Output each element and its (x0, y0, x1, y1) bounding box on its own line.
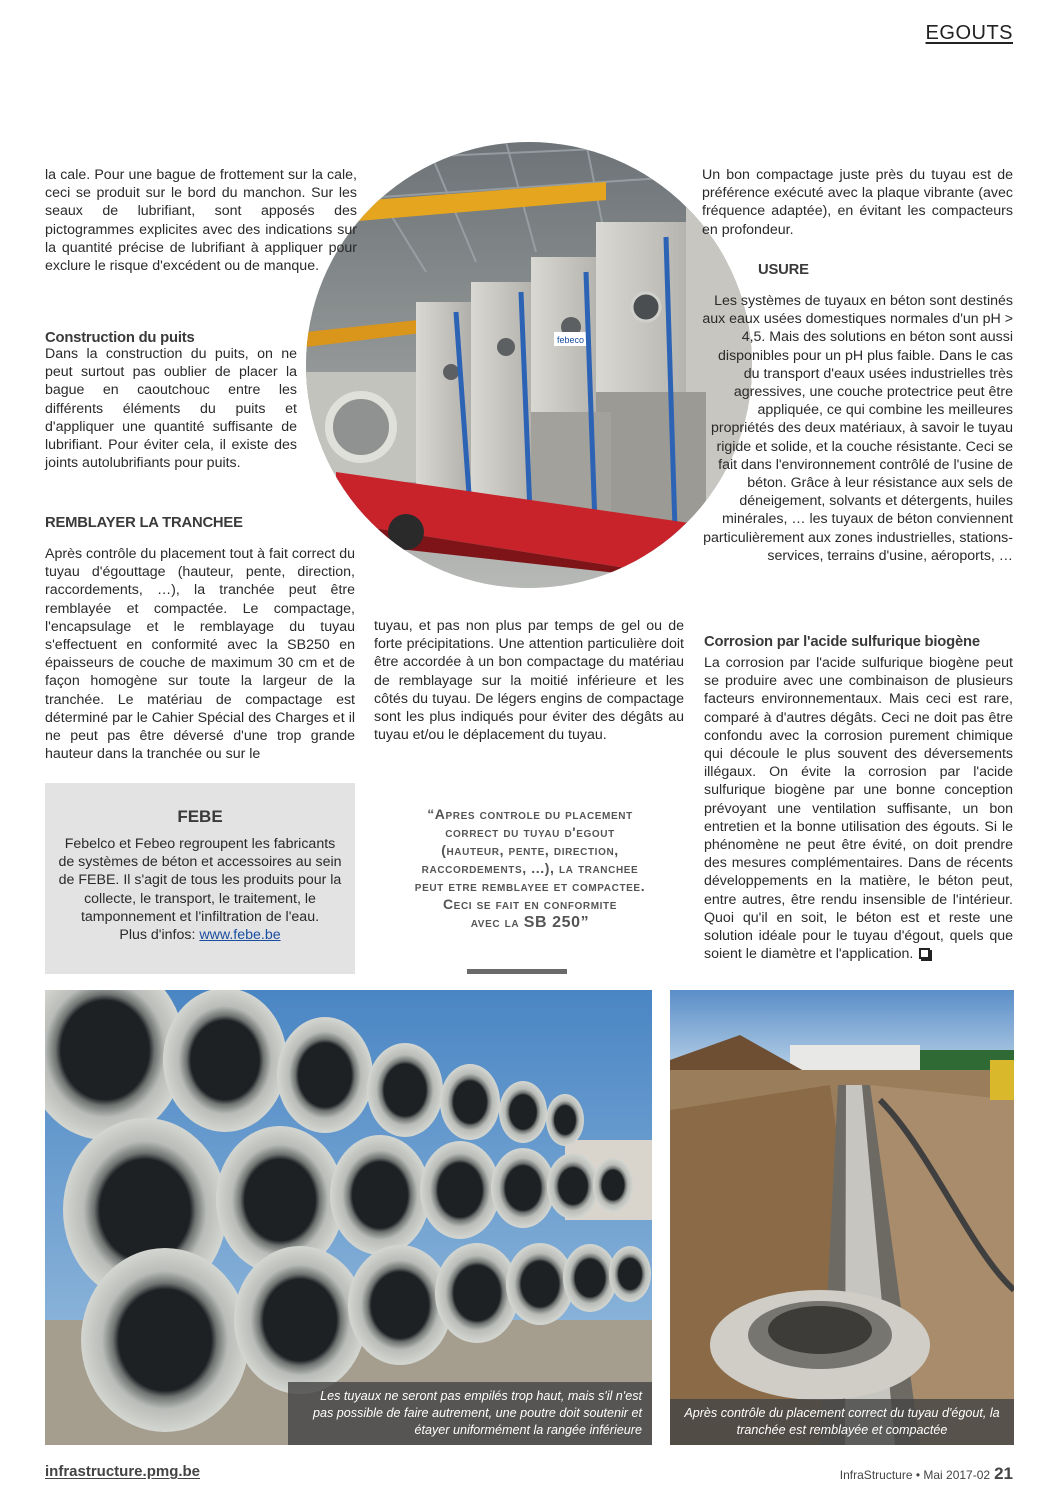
col2-paragraph: tuyau, et pas non plus par temps de gel ou de forte précipitations. Une attention particulière doit être accordée à un bon compactage du matériau de remblayage sur la moitié inférieure et les côtés du tuyau. De légers engins de compactage sont les plus indiqués pour éviter des dégâts au tuyau et/ou le déplacement du tuyau. (374, 618, 684, 744)
febe-link[interactable]: www.febe.be (199, 927, 281, 944)
trench-caption: Après contrôle du placement correct du tuyau d'égout, la tranchée est remblayée et compactée (670, 1399, 1014, 1445)
remblayer-paragraph: Après contrôle du placement tout à fait correct du tuyau d'égouttage (hauteur, pente, direction, raccordements, …), la tranchée peut être remblayée et compactée. Le compactage, l'encapsulage et le remblayage du tuyau s'effectuent en conformité avec la SB250 en épaisseurs de couche de maximum 30 cm et de façon homogène sur toute la largeur de la tranchée. Le matériau de compactage est déterminé par le Cahier Spécial des Charges et il ne peut pas être déversé d'une trop grande hauteur dans la tranchée ou sur le (45, 546, 355, 763)
usure-paragraph: Les systèmes de tuyaux en béton sont destinés aux eaux usées domestiques normales d'un pH > 4,5. Mais des solutions en béton sont aussi disponibles pour un pH plus faible. Dans le cas du transport d'eaux usées industrielles très agressives, une couche protectrice peut être appliquée, ce qui combine les meilleures propriétés des deux matériaux, à savoir le tuyau rigide et solide, et la couche résistante. Ceci se fait dans l'environnement contrôlé de l'usine de béton. Grâce à leur résistance aux sels de déneigement, solvants et détergents, huiles minérales, … les tuyaux de béton conviennent particulièrement aux zones industrielles, stations-services, terrains d'usine, aéroports, … (702, 293, 1013, 564)
end-mark-icon (919, 948, 930, 959)
usure-heading: USURE (758, 262, 809, 278)
trench-illustration (670, 990, 1014, 1445)
section-tag: EGOUTS (925, 22, 1013, 44)
quote-line: “Apres controle du placement (427, 806, 633, 822)
quote-sb250: SB 250” (523, 914, 590, 931)
corrosion-paragraph (704, 654, 1013, 963)
corrosion-text: La corrosion par l'acide sulfurique biogène peut se produire avec une combinaison de plusieurs facteurs environnementaux. Mais ceci est rare, comparé à d'autres dégâts. Ceci ne doit pas être confondu avec la corrosion purement chimique qui découle le plus souvent des déversements illégaux. On évite la corrosion par l'acide sulfurique biogène par une bonne conception prévoyant une ventilation suffisante, un bon entretien et la bonne utilisation des égouts. Si le phénomène ne peut être évité, on doit prendre des mesures complémentaires. Dans de récents développements en la matière, le béton peut, entre autres, être rendu insensible de l'intérieur. Quoi qu'il en soit, le béton est et reste une solution idéale pour le tuyau d'égout, quels que soient le diamètre et l'application. (704, 655, 1013, 963)
factory-illustration (306, 142, 752, 588)
quote-line: correct du tuyau d'egout (445, 824, 615, 840)
magazine-issue: InfraStructure • Mai 2017-02 (839, 1468, 991, 1482)
febe-sidebar-box (45, 783, 355, 974)
quote-line: raccordements, ...), la tranchee (421, 860, 639, 876)
quote-line: peut etre remblayee et compactee. (414, 878, 646, 894)
febe-more-label: Plus d'infos: (119, 927, 196, 944)
pipes-illustration (45, 990, 652, 1445)
trench-photo (670, 990, 1014, 1445)
febe-title: FEBE (177, 807, 223, 826)
febeco-label: febeco (557, 335, 585, 345)
pull-quote (380, 805, 680, 932)
quote-line: Ceci se fait en conformite (442, 896, 618, 912)
quote-divider (467, 969, 567, 974)
corrosion-heading: Corrosion par l'acide sulfurique biogène (704, 634, 980, 650)
page-number: 21 (994, 1464, 1013, 1483)
col3-intro-paragraph: Un bon compactage juste près du tuyau est de préférence exécuté avec la plaque vibrante (avec fréquence adaptée), en évitant les compacteurs en profondeur. (702, 167, 1013, 238)
col1-intro-paragraph: la cale. Pour une bague de frottement sur la cale, ceci se produit sur le bord du manchon. Sur les seaux de lubrifiant, sont apposés des pictogrammes explicites avec des indications sur la quantité précise de lubrifiant à appliquer pour exclure le risque d'excédent ou de manque. (45, 167, 357, 275)
footer-site-link[interactable]: infrastructure.pmg.be (45, 1463, 201, 1480)
remblayer-heading: REMBLAYER LA TRANCHEE (45, 515, 243, 531)
quote-line-part: avec la (470, 914, 520, 930)
febe-text (45, 835, 355, 944)
footer-magazine (840, 1464, 1013, 1484)
febe-description: Febelco et Febeo regroupent les fabricants de systèmes de béton et accessoires au sein de FEBE. Il s'agit de tous les produits pour la collecte, le transport, le traitement, le tamponnement et l'infiltration de l'eau. (58, 836, 342, 925)
factory-photo (306, 142, 752, 588)
quote-line: (hauteur, pente, direction, (441, 842, 619, 858)
pipes-photo (45, 990, 652, 1445)
puits-heading: Construction du puits (45, 330, 195, 346)
quote-line (380, 913, 680, 932)
pipes-caption: Les tuyaux ne seront pas empilés trop haut, mais s'il n'est pas possible de faire autrement, une poutre doit soutenir et étayer uniformément la rangée inférieure (288, 1382, 652, 1445)
puits-paragraph: Dans la construction du puits, on ne peut surtout pas oublier de placer la bague en caoutchouc entre les différents éléments du puits et d'appliquer une quantité suffisante de lubrifiant. Pour éviter cela, il existe des joints autolubrifiants pour puits. (45, 346, 297, 472)
